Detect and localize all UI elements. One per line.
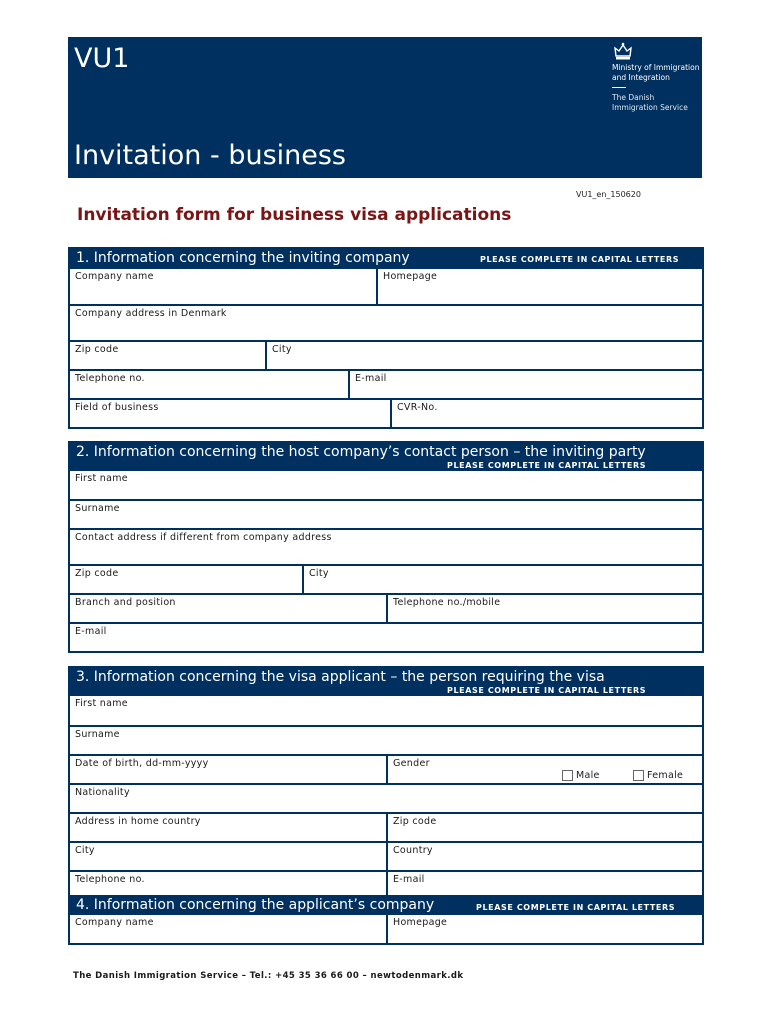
field-label: Company address in Denmark: [75, 308, 227, 319]
company-name-field[interactable]: [70, 915, 386, 943]
field-label: City: [309, 568, 329, 579]
section-title: 4. Information concerning the applicant’s company: [76, 897, 435, 913]
male-option[interactable]: [562, 770, 600, 781]
option-label: Male: [576, 770, 600, 781]
form-code: VU1: [74, 43, 130, 74]
field-label: Contact address if different from company address: [75, 532, 332, 543]
field-label: E-mail: [75, 626, 107, 637]
document-title: Invitation - business: [74, 140, 346, 171]
field-label: Branch and position: [75, 597, 176, 608]
section-header: [70, 249, 702, 269]
first-name-field[interactable]: [70, 696, 702, 725]
company-address-field[interactable]: [70, 306, 702, 340]
section-visa-applicant: [68, 666, 704, 901]
field-label: Zip code: [75, 568, 119, 579]
field-label: CVR-No.: [397, 402, 438, 413]
section-contact-person: [68, 441, 704, 653]
field-label: Homepage: [393, 917, 448, 928]
version-code: VU1_en_150620: [576, 190, 641, 199]
homepage-field[interactable]: [376, 269, 702, 304]
section-header: [70, 443, 702, 471]
gender-options: [402, 770, 702, 784]
section-header: [70, 897, 702, 915]
section-title: 3. Information concerning the visa applicant – the person requiring the visa: [76, 669, 605, 685]
header-banner: [68, 37, 702, 178]
ministry-name: Ministry of Immigration and Integration: [612, 63, 700, 82]
capital-letters-note: PLEASE COMPLETE IN CAPITAL LETTERS: [447, 686, 647, 695]
option-label: Female: [647, 770, 684, 781]
branch-position-field[interactable]: [70, 595, 386, 622]
field-label: Telephone no.: [75, 874, 145, 885]
section-title: 2. Information concerning the host company’s contact person – the inviting party: [76, 444, 646, 460]
section-inviting-company: [68, 247, 704, 429]
field-label: Telephone no./mobile: [393, 597, 501, 608]
crown-icon: [612, 41, 634, 63]
field-label: Country: [393, 845, 433, 856]
male-checkbox[interactable]: [562, 770, 573, 781]
zip-code-field[interactable]: [70, 566, 302, 593]
capital-letters-note: PLEASE COMPLETE IN CAPITAL LETTERS: [447, 461, 647, 470]
field-label: E-mail: [355, 373, 387, 384]
section-header: [70, 668, 702, 696]
footer-contact: The Danish Immigration Service – Tel.: +45 35 36 66 00 – newtodenmark.dk: [73, 971, 464, 981]
surname-field[interactable]: [70, 501, 702, 528]
field-label: First name: [75, 698, 128, 709]
gender-field: [386, 756, 702, 783]
zip-code-field[interactable]: [70, 342, 265, 369]
field-label: Field of business: [75, 402, 159, 413]
first-name-field[interactable]: [70, 471, 702, 499]
cvr-number-field[interactable]: [390, 400, 702, 427]
field-label: Address in home country: [75, 816, 201, 827]
date-of-birth-field[interactable]: [70, 756, 386, 783]
field-label: Surname: [75, 729, 120, 740]
email-field[interactable]: [348, 371, 702, 398]
capital-letters-note: PLEASE COMPLETE IN CAPITAL LETTERS: [476, 903, 676, 912]
field-of-business-field[interactable]: [70, 400, 390, 427]
field-label: City: [272, 344, 292, 355]
nationality-field[interactable]: [70, 785, 702, 812]
field-label: Zip code: [75, 344, 119, 355]
city-field[interactable]: [70, 843, 386, 870]
telephone-field[interactable]: [70, 371, 348, 398]
field-label: First name: [75, 473, 128, 484]
email-field[interactable]: [70, 624, 702, 651]
capital-letters-note: PLEASE COMPLETE IN CAPITAL LETTERS: [480, 255, 680, 264]
contact-address-field[interactable]: [70, 530, 702, 564]
female-option[interactable]: [633, 770, 683, 781]
field-label: Nationality: [75, 787, 130, 798]
field-label: Homepage: [383, 271, 438, 282]
field-label: Telephone no.: [75, 373, 145, 384]
field-label: Gender: [393, 758, 430, 769]
homepage-field[interactable]: [386, 915, 702, 943]
field-label: City: [75, 845, 95, 856]
field-label: Surname: [75, 503, 120, 514]
field-label: E-mail: [393, 874, 425, 885]
company-name-field[interactable]: [70, 269, 376, 304]
logo-divider: [612, 87, 626, 88]
field-label: Zip code: [393, 816, 437, 827]
field-label: Company name: [75, 917, 154, 928]
form-heading: Invitation form for business visa applications: [77, 205, 512, 225]
section-applicant-company: [68, 895, 704, 945]
field-label: Date of birth, dd-mm-yyyy: [75, 758, 209, 769]
section-title: 1. Information concerning the inviting company: [76, 250, 410, 266]
country-field[interactable]: [386, 843, 702, 870]
female-checkbox[interactable]: [633, 770, 644, 781]
telephone-mobile-field[interactable]: [386, 595, 702, 622]
surname-field[interactable]: [70, 727, 702, 754]
home-address-field[interactable]: [70, 814, 386, 841]
zip-code-field[interactable]: [386, 814, 702, 841]
city-field[interactable]: [302, 566, 702, 593]
service-name: The Danish Immigration Service: [612, 93, 688, 112]
field-label: Company name: [75, 271, 154, 282]
city-field[interactable]: [265, 342, 702, 369]
